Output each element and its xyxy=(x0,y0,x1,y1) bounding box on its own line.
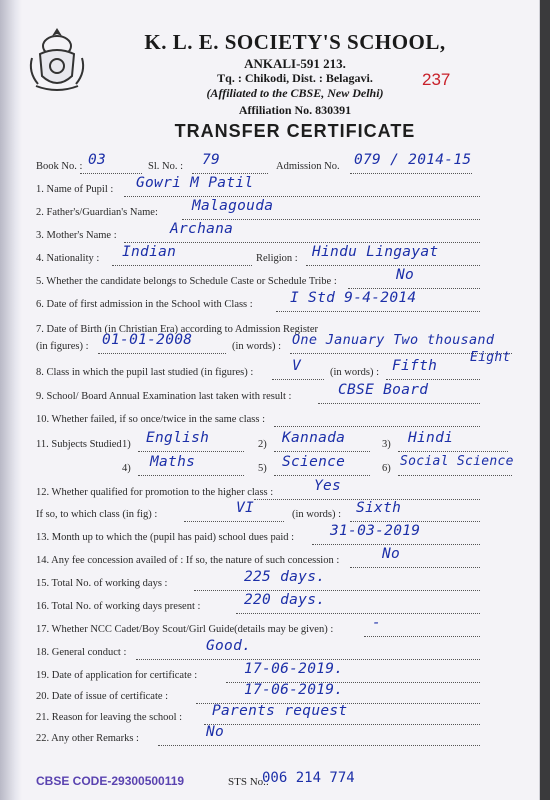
ncc-value: - xyxy=(372,615,382,631)
working-days-value: 225 days. xyxy=(244,569,326,585)
subject-number: 3) xyxy=(382,439,391,450)
subjects-label: 11. Subjects Studied xyxy=(36,439,122,450)
religion-label: Religion : xyxy=(256,253,298,264)
sts-no-value: 006 214 774 xyxy=(262,770,355,786)
days-present-label: 16. Total No. of working days present : xyxy=(36,601,201,612)
school-crest-icon xyxy=(26,24,88,96)
nationality-value: Indian xyxy=(122,244,177,260)
subject-number: 6) xyxy=(382,463,391,474)
application-date-value: 17-06-2019. xyxy=(244,661,344,677)
sc-st-value: No xyxy=(396,267,415,283)
issue-date-label: 20. Date of issue of certificate : xyxy=(36,691,169,702)
promo-class-value: VI xyxy=(236,500,255,516)
subject-name: Kannada xyxy=(282,430,346,446)
subject-name: Science xyxy=(282,454,346,470)
cbse-code-stamp: CBSE CODE-29300500119 xyxy=(36,774,185,788)
admission-no-label: Admission No. xyxy=(276,161,340,172)
document-title: TRANSFER CERTIFICATE xyxy=(174,121,416,141)
failed-label: 10. Whether failed, if so once/twice in the same class : xyxy=(36,414,265,425)
sl-no-value: 79 xyxy=(202,152,221,168)
conduct-label: 18. General conduct : xyxy=(36,647,127,658)
dues-paid-value: 31-03-2019 xyxy=(330,523,421,539)
book-no-value: 03 xyxy=(88,152,107,168)
dob-words-label: (in words) : xyxy=(232,341,281,352)
issue-date-value: 17-06-2019. xyxy=(244,682,344,698)
promo-class-words-value: Sixth xyxy=(356,500,402,516)
guardian-name-label: 2. Father's/Guardian's Name: xyxy=(36,207,158,218)
promotion-value: Yes xyxy=(314,478,342,494)
subject-name: Hindi xyxy=(408,430,454,446)
subject-number: 5) xyxy=(258,463,267,474)
serial-number: 237 xyxy=(422,70,451,89)
subject-name: Social Science xyxy=(400,454,514,469)
conduct-value: Good. xyxy=(206,638,252,654)
board-exam-value: CBSE Board xyxy=(338,382,429,398)
dob-figures-label: (in figures) : xyxy=(36,341,89,352)
dotted-line xyxy=(276,311,480,312)
mother-name-label: 3. Mother's Name : xyxy=(36,230,117,241)
subject-number: 4) xyxy=(122,463,131,474)
sl-no-label: Sl. No. : xyxy=(148,161,184,172)
subject-name: Maths xyxy=(150,454,196,470)
book-no-label: Book No. : xyxy=(36,161,83,172)
fee-concession-value: No xyxy=(382,546,401,562)
promo-class-words-label: (in words) : xyxy=(292,509,341,520)
application-date-label: 19. Date of application for certificate : xyxy=(36,670,198,681)
sc-st-label: 5. Whether the candidate belongs to Schedule Caste or Schedule Tribe : xyxy=(36,276,337,287)
dues-paid-label: 13. Month up to which the (pupil has paid) school dues paid : xyxy=(36,532,295,543)
class-last-words-label: (in words) : xyxy=(330,367,379,378)
admission-no-value: 079 / 2014-15 xyxy=(354,152,472,168)
dob-words-value-continued: Eight xyxy=(470,350,511,365)
class-last-words-value: Fifth xyxy=(392,358,438,374)
affiliation-number: Affiliation No. 830391 xyxy=(238,103,352,117)
dob-figures-value: 01-01-2008 xyxy=(102,332,193,348)
mother-name-value: Archana xyxy=(170,221,234,237)
pupil-name-value: Gowri M Patil xyxy=(136,175,254,191)
dotted-line xyxy=(98,353,226,354)
promo-class-label: If so, to which class (in fig) : xyxy=(36,509,158,520)
school-address: ANKALI-591 213. xyxy=(244,56,346,71)
fee-concession-label: 14. Any fee concession availed of : If so, the nature of such concession : xyxy=(36,555,340,566)
subject-name: English xyxy=(146,430,210,446)
religion-value: Hindu Lingayat xyxy=(312,244,439,260)
dob-label: 7. Date of Birth (in Christian Era) according to Admission Register xyxy=(36,324,318,335)
dob-words-value: One January Two thousand xyxy=(292,332,495,348)
school-taluk-district: Tq. : Chikodi, Dist. : Belagavi. xyxy=(217,71,373,85)
first-admission-value: I Std 9-4-2014 xyxy=(290,290,417,306)
sts-no-label: STS No.: xyxy=(228,776,269,788)
reason-value: Parents request xyxy=(212,703,348,719)
remarks-value: No xyxy=(206,724,225,740)
subject-number: 2) xyxy=(258,439,267,450)
cbse-affiliation: (Affiliated to the CBSE, New Delhi) xyxy=(206,86,384,100)
dotted-line xyxy=(274,426,480,427)
promotion-label: 12. Whether qualified for promotion to the higher class : xyxy=(36,487,274,498)
days-present-value: 220 days. xyxy=(244,592,326,608)
nationality-label: 4. Nationality : xyxy=(36,253,100,264)
dotted-line xyxy=(158,745,480,746)
remarks-label: 22. Any other Remarks : xyxy=(36,733,139,744)
school-name: K. L. E. SOCIETY'S SCHOOL, xyxy=(144,30,446,54)
board-exam-label: 9. School/ Board Annual Examination last taken with result : xyxy=(36,391,292,402)
working-days-label: 15. Total No. of working days : xyxy=(36,578,168,589)
ncc-label: 17. Whether NCC Cadet/Boy Scout/Girl Guide(details may be given) : xyxy=(36,624,334,635)
pupil-name-label: 1. Name of Pupil : xyxy=(36,184,114,195)
reason-label: 21. Reason for leaving the school : xyxy=(36,712,183,723)
class-last-value: V xyxy=(292,358,302,374)
guardian-name-value: Malagouda xyxy=(192,198,274,214)
first-admission-label: 6. Date of first admission in the School with Class : xyxy=(36,299,253,310)
row-remarks xyxy=(0,722,540,752)
subject-number: 1) xyxy=(122,439,131,450)
class-last-label: 8. Class in which the pupil last studied (in figures) : xyxy=(36,367,254,378)
